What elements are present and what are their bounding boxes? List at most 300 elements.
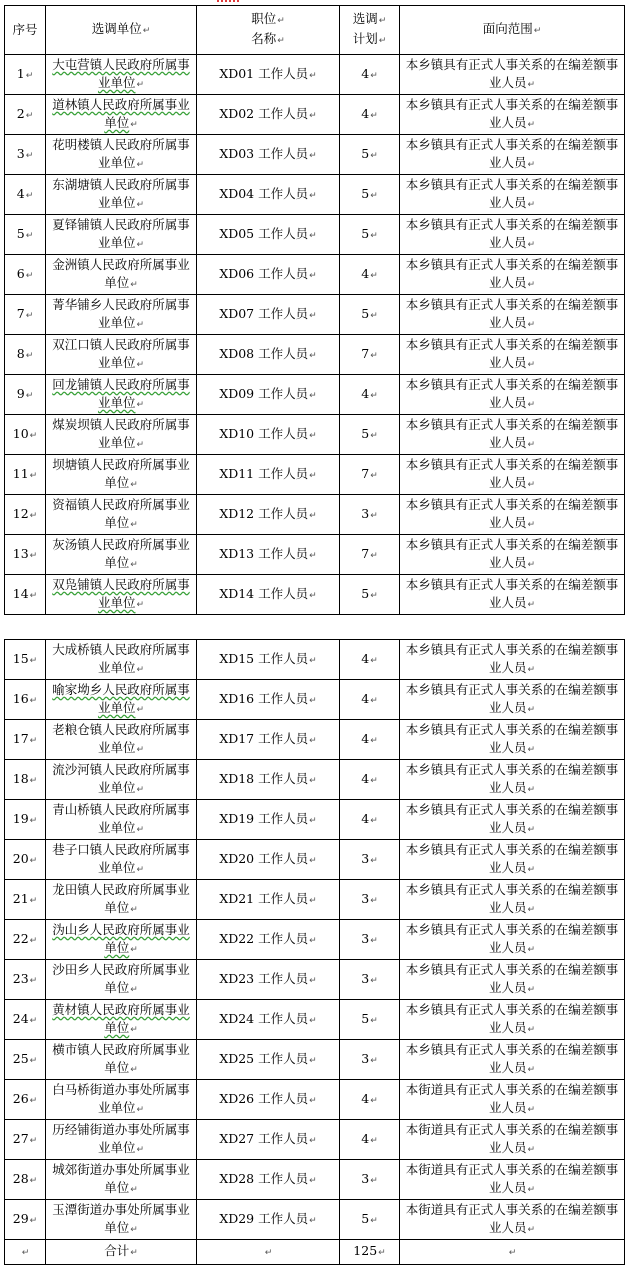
row-plan: 5 bbox=[361, 1010, 370, 1026]
row-scope: 本乡镇具有正式人事关系的在编差额事业人员 bbox=[405, 961, 619, 995]
row-position-title: 工作人员 bbox=[258, 305, 309, 321]
row-no: 27 bbox=[12, 1130, 29, 1146]
paragraph-mark-icon: ↵ bbox=[533, 26, 542, 36]
row-plan-cell bbox=[340, 800, 400, 840]
paragraph-mark-icon: ↵ bbox=[136, 399, 145, 410]
row-position-cell bbox=[197, 575, 340, 615]
paragraph-mark-icon: ↵ bbox=[527, 119, 536, 130]
paragraph-mark-icon: ↵ bbox=[130, 119, 138, 130]
paragraph-mark-icon: ↵ bbox=[370, 190, 378, 201]
paragraph-mark-icon: ↵ bbox=[309, 935, 317, 946]
row-scope: 本乡镇具有正式人事关系的在编差额事业人员 bbox=[405, 256, 619, 290]
row-no-cell bbox=[5, 335, 46, 375]
table-row bbox=[5, 840, 625, 880]
paragraph-mark-icon: ↵ bbox=[29, 510, 38, 521]
row-position-cell bbox=[197, 760, 340, 800]
paragraph-mark-icon: ↵ bbox=[527, 824, 536, 835]
row-scope: 本街道具有正式人事关系的在编差额事业人员 bbox=[405, 1201, 619, 1235]
row-scope-cell bbox=[400, 840, 625, 880]
row-position-code: XD14 bbox=[219, 585, 255, 601]
row-position-code: XD01 bbox=[219, 65, 255, 81]
row-scope-cell bbox=[400, 535, 625, 575]
paragraph-mark-icon: ↵ bbox=[130, 984, 138, 995]
row-position-title: 工作人员 bbox=[258, 890, 309, 906]
paragraph-mark-icon: ↵ bbox=[370, 775, 378, 786]
row-no-cell bbox=[5, 1080, 46, 1120]
row-scope: 本街道具有正式人事关系的在编差额事业人员 bbox=[405, 1081, 619, 1115]
row-plan-cell bbox=[340, 535, 400, 575]
row-plan-cell bbox=[340, 1080, 400, 1120]
paragraph-mark-icon: ↵ bbox=[130, 1184, 138, 1195]
row-no-cell bbox=[5, 1040, 46, 1080]
header-position bbox=[197, 6, 340, 55]
position-table-part-1 bbox=[4, 5, 625, 615]
paragraph-mark-icon: ↵ bbox=[29, 975, 38, 986]
paragraph-mark-icon: ↵ bbox=[370, 1135, 378, 1146]
paragraph-mark-icon: ↵ bbox=[527, 159, 536, 170]
row-plan: 3 bbox=[361, 1050, 370, 1066]
paragraph-mark-icon: ↵ bbox=[527, 199, 536, 210]
table-row bbox=[5, 175, 625, 215]
paragraph-mark-icon: ↵ bbox=[370, 70, 378, 81]
row-position-cell bbox=[197, 920, 340, 960]
row-no: 2 bbox=[16, 105, 25, 121]
paragraph-mark-icon: ↵ bbox=[264, 1248, 273, 1258]
row-position-cell bbox=[197, 720, 340, 760]
paragraph-mark-icon: ↵ bbox=[370, 935, 378, 946]
row-plan: 5 bbox=[361, 145, 370, 161]
paragraph-mark-icon: ↵ bbox=[370, 390, 378, 401]
row-plan: 5 bbox=[361, 1210, 370, 1226]
row-no-cell bbox=[5, 255, 46, 295]
row-plan: 3 bbox=[361, 850, 370, 866]
row-position-title: 工作人员 bbox=[258, 1090, 309, 1106]
row-position-title: 工作人员 bbox=[258, 1010, 309, 1026]
paragraph-mark-icon: ↵ bbox=[527, 479, 536, 490]
row-scope-cell bbox=[400, 55, 625, 95]
paragraph-mark-icon: ↵ bbox=[309, 775, 317, 786]
paragraph-mark-icon: ↵ bbox=[136, 1144, 145, 1155]
row-no-cell bbox=[5, 1200, 46, 1240]
paragraph-mark-icon: ↵ bbox=[136, 359, 145, 370]
row-scope-cell bbox=[400, 335, 625, 375]
paragraph-mark-icon: ↵ bbox=[370, 590, 378, 601]
row-position-title: 工作人员 bbox=[258, 505, 309, 521]
row-no-cell bbox=[5, 840, 46, 880]
paragraph-mark-icon: ↵ bbox=[309, 310, 317, 321]
row-no-cell bbox=[5, 535, 46, 575]
row-position-cell bbox=[197, 1120, 340, 1160]
paragraph-mark-icon: ↵ bbox=[130, 1024, 138, 1035]
row-scope: 本乡镇具有正式人事关系的在编差额事业人员 bbox=[405, 496, 619, 530]
row-position-code: XD13 bbox=[219, 545, 255, 561]
paragraph-mark-icon: ↵ bbox=[130, 559, 138, 570]
paragraph-mark-icon: ↵ bbox=[29, 1175, 38, 1186]
row-position-code: XD22 bbox=[219, 930, 255, 946]
row-plan-cell bbox=[340, 880, 400, 920]
row-position-title: 工作人员 bbox=[258, 1210, 309, 1226]
row-position-cell bbox=[197, 640, 340, 680]
paragraph-mark-icon: ↵ bbox=[527, 864, 536, 875]
paragraph-mark-icon: ↵ bbox=[130, 519, 138, 530]
paragraph-mark-icon: ↵ bbox=[29, 855, 38, 866]
row-plan-cell bbox=[340, 455, 400, 495]
paragraph-mark-icon: ↵ bbox=[29, 430, 38, 441]
table-row bbox=[5, 135, 625, 175]
row-plan-cell bbox=[340, 95, 400, 135]
header-plan bbox=[340, 6, 400, 55]
row-org-cell bbox=[46, 840, 197, 880]
row-position-cell bbox=[197, 135, 340, 175]
table-row bbox=[5, 920, 625, 960]
row-position-title: 工作人员 bbox=[258, 690, 309, 706]
paragraph-mark-icon: ↵ bbox=[130, 1224, 138, 1235]
row-no: 16 bbox=[12, 690, 29, 706]
paragraph-mark-icon: ↵ bbox=[25, 390, 34, 401]
paragraph-mark-icon: ↵ bbox=[29, 550, 38, 561]
row-plan-cell bbox=[340, 840, 400, 880]
row-position-title: 工作人员 bbox=[258, 225, 309, 241]
row-org: 菁华铺乡人民政府所属事业单位 bbox=[52, 296, 190, 330]
paragraph-mark-icon: ↵ bbox=[25, 350, 34, 361]
row-org-cell bbox=[46, 960, 197, 1000]
row-plan-cell bbox=[340, 55, 400, 95]
table-row bbox=[5, 760, 625, 800]
row-plan: 4 bbox=[361, 810, 370, 826]
table-row bbox=[5, 960, 625, 1000]
paragraph-mark-icon: ↵ bbox=[309, 695, 317, 706]
paragraph-mark-icon: ↵ bbox=[370, 150, 378, 161]
row-scope: 本乡镇具有正式人事关系的在编差额事业人员 bbox=[405, 1041, 619, 1075]
row-no-cell bbox=[5, 640, 46, 680]
row-plan-cell bbox=[340, 415, 400, 455]
paragraph-mark-icon: ↵ bbox=[370, 655, 378, 666]
row-scope-cell bbox=[400, 1040, 625, 1080]
table-row bbox=[5, 215, 625, 255]
row-org-cell bbox=[46, 535, 197, 575]
row-no-cell bbox=[5, 95, 46, 135]
header-plan-line1: 选调 bbox=[352, 11, 378, 26]
row-position-cell bbox=[197, 1160, 340, 1200]
paragraph-mark-icon: ↵ bbox=[29, 775, 38, 786]
paragraph-mark-icon: ↵ bbox=[309, 550, 317, 561]
row-position-title: 工作人员 bbox=[258, 65, 309, 81]
paragraph-mark-icon: ↵ bbox=[527, 439, 536, 450]
paragraph-mark-icon: ↵ bbox=[29, 895, 38, 906]
header-no-text: 序号 bbox=[12, 22, 38, 37]
row-no: 7 bbox=[16, 305, 25, 321]
row-no-cell bbox=[5, 215, 46, 255]
row-no: 25 bbox=[12, 1050, 29, 1066]
row-position-title: 工作人员 bbox=[258, 145, 309, 161]
row-no: 14 bbox=[12, 585, 29, 601]
table-row bbox=[5, 680, 625, 720]
row-org: 流沙河镇人民政府所属事业单位 bbox=[52, 761, 190, 795]
row-plan-cell bbox=[340, 1120, 400, 1160]
row-plan: 3 bbox=[361, 970, 370, 986]
row-position-title: 工作人员 bbox=[258, 970, 309, 986]
table-row bbox=[5, 880, 625, 920]
row-position-cell bbox=[197, 335, 340, 375]
row-no: 17 bbox=[12, 730, 29, 746]
paragraph-mark-icon: ↵ bbox=[309, 470, 317, 481]
row-position-code: XD16 bbox=[219, 690, 255, 706]
row-no-cell bbox=[5, 680, 46, 720]
paragraph-mark-icon: ↵ bbox=[136, 864, 145, 875]
row-plan-cell bbox=[340, 375, 400, 415]
row-scope: 本乡镇具有正式人事关系的在编差额事业人员 bbox=[405, 216, 619, 250]
row-scope-cell bbox=[400, 135, 625, 175]
row-plan: 7 bbox=[361, 545, 370, 561]
row-plan-cell bbox=[340, 135, 400, 175]
paragraph-mark-icon: ↵ bbox=[136, 784, 145, 795]
paragraph-mark-icon: ↵ bbox=[29, 470, 38, 481]
row-position-title: 工作人员 bbox=[258, 810, 309, 826]
table-row bbox=[5, 800, 625, 840]
row-plan: 3 bbox=[361, 890, 370, 906]
row-position-title: 工作人员 bbox=[258, 770, 309, 786]
row-scope: 本乡镇具有正式人事关系的在编差额事业人员 bbox=[405, 96, 619, 130]
row-position-title: 工作人员 bbox=[258, 1050, 309, 1066]
row-plan-cell bbox=[340, 175, 400, 215]
row-position-title: 工作人员 bbox=[258, 385, 309, 401]
row-org-cell bbox=[46, 575, 197, 615]
paragraph-mark-icon: ↵ bbox=[527, 239, 536, 250]
paragraph-mark-icon: ↵ bbox=[370, 1175, 378, 1186]
row-scope: 本乡镇具有正式人事关系的在编差额事业人员 bbox=[405, 456, 619, 490]
row-org-cell bbox=[46, 720, 197, 760]
row-no: 8 bbox=[16, 345, 25, 361]
paragraph-mark-icon: ↵ bbox=[130, 479, 138, 490]
paragraph-mark-icon: ↵ bbox=[136, 439, 145, 450]
table-row bbox=[5, 335, 625, 375]
paragraph-mark-icon: ↵ bbox=[130, 1064, 138, 1075]
row-org-cell bbox=[46, 255, 197, 295]
row-org: 坝塘镇人民政府所属事业单位 bbox=[52, 456, 190, 490]
paragraph-mark-icon: ↵ bbox=[277, 36, 285, 46]
row-no-cell bbox=[5, 375, 46, 415]
paragraph-mark-icon: ↵ bbox=[309, 510, 317, 521]
row-no: 1 bbox=[16, 65, 25, 81]
row-position-cell bbox=[197, 95, 340, 135]
row-position-code: XD02 bbox=[219, 105, 255, 121]
row-plan-cell bbox=[340, 1160, 400, 1200]
row-no: 22 bbox=[12, 930, 29, 946]
paragraph-mark-icon: ↵ bbox=[25, 190, 34, 201]
row-org-cell bbox=[46, 760, 197, 800]
row-no-cell bbox=[5, 1160, 46, 1200]
row-plan: 5 bbox=[361, 225, 370, 241]
paragraph-mark-icon: ↵ bbox=[29, 735, 38, 746]
row-plan: 5 bbox=[361, 585, 370, 601]
row-position-code: XD10 bbox=[219, 425, 255, 441]
paragraph-mark-icon: ↵ bbox=[309, 190, 317, 201]
paragraph-mark-icon: ↵ bbox=[142, 26, 151, 36]
row-plan: 4 bbox=[361, 65, 370, 81]
paragraph-mark-icon: ↵ bbox=[378, 1248, 386, 1258]
row-scope-cell bbox=[400, 175, 625, 215]
row-scope-cell bbox=[400, 215, 625, 255]
row-no-cell bbox=[5, 575, 46, 615]
paragraph-mark-icon: ↵ bbox=[370, 1095, 378, 1106]
row-position-title: 工作人员 bbox=[258, 650, 309, 666]
paragraph-mark-icon: ↵ bbox=[136, 199, 145, 210]
row-org: 金洲镇人民政府所属事业单位 bbox=[52, 256, 190, 290]
paragraph-mark-icon: ↵ bbox=[309, 270, 317, 281]
row-no-cell bbox=[5, 800, 46, 840]
paragraph-mark-icon: ↵ bbox=[309, 230, 317, 241]
row-position-title: 工作人员 bbox=[258, 930, 309, 946]
paragraph-mark-icon: ↵ bbox=[25, 310, 34, 321]
paragraph-mark-icon: ↵ bbox=[370, 815, 378, 826]
table-row bbox=[5, 55, 625, 95]
row-scope-cell bbox=[400, 1000, 625, 1040]
row-org: 青山桥镇人民政府所属事业单位 bbox=[52, 801, 190, 835]
table-body-part-1 bbox=[5, 55, 625, 615]
row-plan-cell bbox=[340, 1040, 400, 1080]
row-org-cell bbox=[46, 175, 197, 215]
row-scope-cell bbox=[400, 640, 625, 680]
paragraph-mark-icon: ↵ bbox=[277, 16, 285, 26]
header-no bbox=[5, 6, 46, 55]
row-plan: 4 bbox=[361, 105, 370, 121]
row-position-cell bbox=[197, 55, 340, 95]
row-scope-cell bbox=[400, 495, 625, 535]
row-position-cell bbox=[197, 880, 340, 920]
row-no: 21 bbox=[12, 890, 29, 906]
row-scope-cell bbox=[400, 880, 625, 920]
row-plan: 3 bbox=[361, 1170, 370, 1186]
paragraph-mark-icon: ↵ bbox=[309, 110, 317, 121]
row-scope-cell bbox=[400, 575, 625, 615]
paragraph-mark-icon: ↵ bbox=[25, 70, 34, 81]
paragraph-mark-icon: ↵ bbox=[370, 230, 378, 241]
row-org: 玉潭街道办事处所属事业单位 bbox=[52, 1201, 190, 1235]
row-plan-cell bbox=[340, 335, 400, 375]
row-position-cell bbox=[197, 415, 340, 455]
row-org-cell bbox=[46, 415, 197, 455]
row-plan-cell bbox=[340, 960, 400, 1000]
row-plan: 5 bbox=[361, 305, 370, 321]
paragraph-mark-icon: ↵ bbox=[29, 1215, 38, 1226]
row-position-code: XD15 bbox=[219, 650, 255, 666]
paragraph-mark-icon: ↵ bbox=[136, 824, 145, 835]
paragraph-mark-icon: ↵ bbox=[136, 1104, 145, 1115]
paragraph-mark-icon: ↵ bbox=[527, 784, 536, 795]
header-scope-text: 面向范围 bbox=[482, 21, 533, 36]
table-header-row bbox=[5, 6, 625, 55]
total-plan: 125 bbox=[353, 1243, 378, 1258]
row-no: 15 bbox=[12, 650, 29, 666]
paragraph-mark-icon: ↵ bbox=[136, 599, 145, 610]
row-plan: 4 bbox=[361, 770, 370, 786]
row-plan: 4 bbox=[361, 690, 370, 706]
row-position-code: XD06 bbox=[219, 265, 255, 281]
row-position-code: XD09 bbox=[219, 385, 255, 401]
row-no: 20 bbox=[12, 850, 29, 866]
table-row bbox=[5, 455, 625, 495]
row-scope: 本乡镇具有正式人事关系的在编差额事业人员 bbox=[405, 416, 619, 450]
row-org: 灰汤镇人民政府所属事业单位 bbox=[52, 536, 190, 570]
row-position-cell bbox=[197, 1080, 340, 1120]
row-org: 龙田镇人民政府所属事业单位 bbox=[52, 881, 190, 915]
row-scope-cell bbox=[400, 1120, 625, 1160]
row-position-title: 工作人员 bbox=[258, 465, 309, 481]
row-position-title: 工作人员 bbox=[258, 730, 309, 746]
header-plan-line2: 计划 bbox=[352, 31, 378, 46]
row-org: 历经铺街道办事处所属事业单位 bbox=[52, 1121, 190, 1155]
row-plan: 4 bbox=[361, 265, 370, 281]
row-scope: 本乡镇具有正式人事关系的在编差额事业人员 bbox=[405, 536, 619, 570]
row-scope-cell bbox=[400, 95, 625, 135]
row-plan: 3 bbox=[361, 505, 370, 521]
row-org-cell bbox=[46, 920, 197, 960]
paragraph-mark-icon: ↵ bbox=[309, 350, 317, 361]
table-row bbox=[5, 575, 625, 615]
paragraph-mark-icon: ↵ bbox=[508, 1248, 517, 1258]
row-org: 煤炭坝镇人民政府所属事业单位 bbox=[52, 416, 190, 450]
table-row bbox=[5, 255, 625, 295]
paragraph-mark-icon: ↵ bbox=[370, 350, 378, 361]
paragraph-mark-icon: ↵ bbox=[309, 975, 317, 986]
row-scope: 本乡镇具有正式人事关系的在编差额事业人员 bbox=[405, 921, 619, 955]
row-org-cell bbox=[46, 455, 197, 495]
paragraph-mark-icon: ↵ bbox=[136, 664, 145, 675]
row-org: 喻家坳乡人民政府所属事业单位 bbox=[52, 681, 190, 715]
row-org: 老粮仓镇人民政府所属事业单位 bbox=[52, 721, 190, 755]
paragraph-mark-icon: ↵ bbox=[527, 1224, 536, 1235]
paragraph-mark-icon: ↵ bbox=[29, 1015, 38, 1026]
row-position-code: XD19 bbox=[219, 810, 255, 826]
row-position-code: XD28 bbox=[219, 1170, 255, 1186]
header-org bbox=[46, 6, 197, 55]
row-no: 9 bbox=[16, 385, 25, 401]
row-position-cell bbox=[197, 535, 340, 575]
row-plan: 4 bbox=[361, 650, 370, 666]
paragraph-mark-icon: ↵ bbox=[370, 430, 378, 441]
paragraph-mark-icon: ↵ bbox=[309, 895, 317, 906]
paragraph-mark-icon: ↵ bbox=[309, 390, 317, 401]
row-scope: 本乡镇具有正式人事关系的在编差额事业人员 bbox=[405, 881, 619, 915]
paragraph-mark-icon: ↵ bbox=[309, 590, 317, 601]
total-plan-cell bbox=[340, 1240, 400, 1265]
row-plan: 4 bbox=[361, 730, 370, 746]
row-org-cell bbox=[46, 640, 197, 680]
table-row bbox=[5, 1160, 625, 1200]
row-scope-cell bbox=[400, 255, 625, 295]
row-no-cell bbox=[5, 1000, 46, 1040]
table-row bbox=[5, 1040, 625, 1080]
total-position-cell bbox=[197, 1240, 340, 1265]
row-no-cell bbox=[5, 1120, 46, 1160]
row-org: 东湖塘镇人民政府所属事业单位 bbox=[52, 176, 190, 210]
row-no: 3 bbox=[16, 145, 25, 161]
row-scope: 本乡镇具有正式人事关系的在编差额事业人员 bbox=[405, 841, 619, 875]
paragraph-mark-icon: ↵ bbox=[370, 1055, 378, 1066]
paragraph-mark-icon: ↵ bbox=[309, 1175, 317, 1186]
row-position-code: XD07 bbox=[219, 305, 255, 321]
paragraph-mark-icon: ↵ bbox=[370, 310, 378, 321]
paragraph-mark-icon: ↵ bbox=[309, 150, 317, 161]
paragraph-mark-icon: ↵ bbox=[527, 279, 536, 290]
row-position-cell bbox=[197, 175, 340, 215]
row-plan-cell bbox=[340, 495, 400, 535]
header-position-line2: 名称 bbox=[251, 31, 277, 46]
paragraph-mark-icon: ↵ bbox=[21, 1248, 30, 1258]
row-position-cell bbox=[197, 1200, 340, 1240]
row-position-code: XD21 bbox=[219, 890, 255, 906]
row-org-cell bbox=[46, 1120, 197, 1160]
